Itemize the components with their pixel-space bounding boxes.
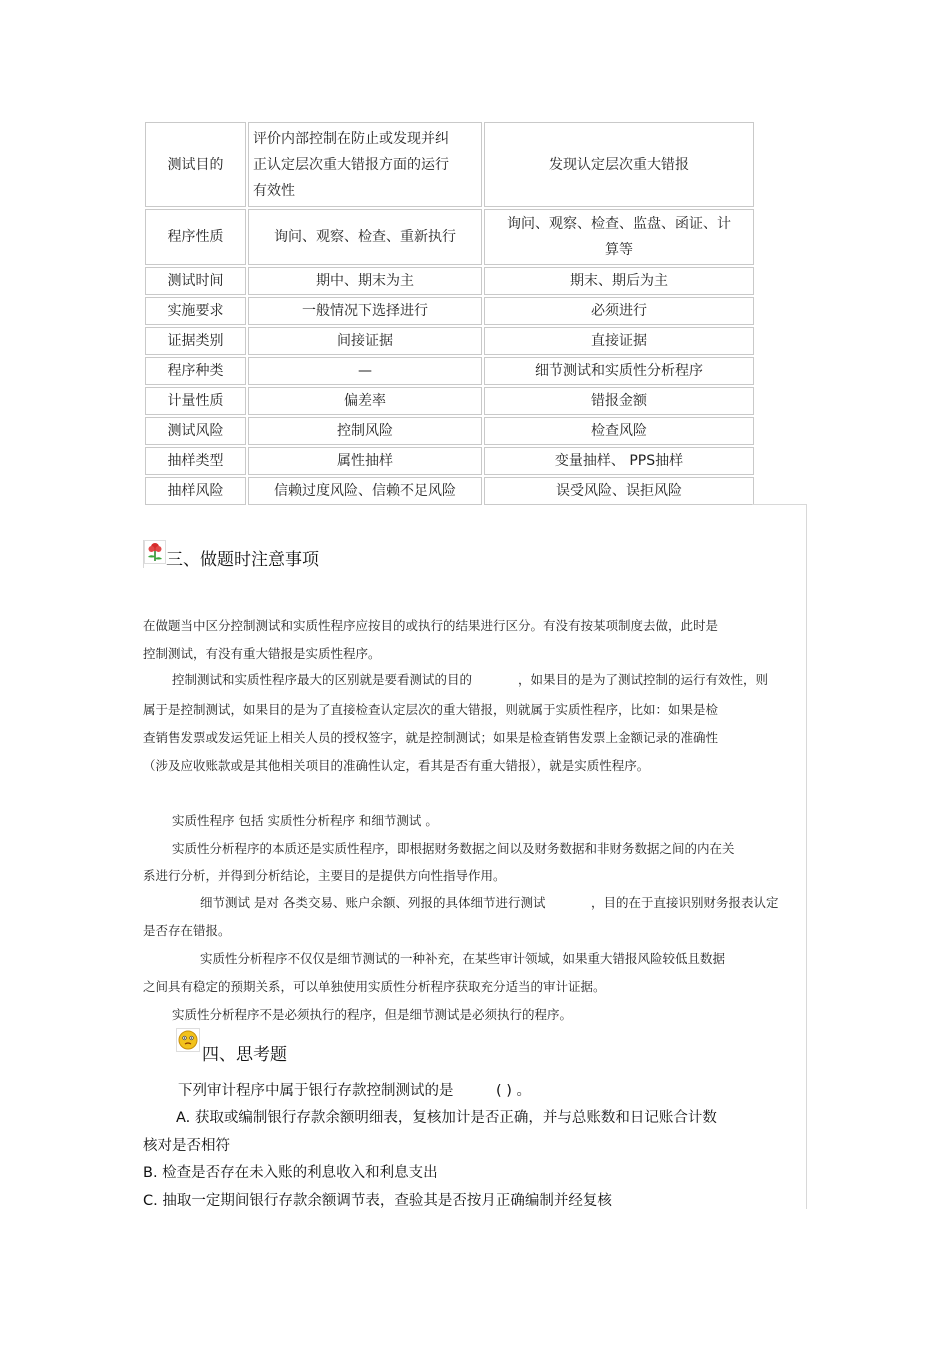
- comparison-table: [143, 120, 756, 507]
- table-row: [145, 327, 754, 355]
- frame-border-top: [752, 504, 806, 505]
- substantive-cell: 期末、期后为主: [484, 267, 754, 295]
- substantive-cell: 错报金额: [484, 387, 754, 415]
- table-row: [145, 477, 754, 505]
- option-a: A. 获取或编制银行存款余额明细表，复核加计是否正确，并与总账数和日记账合计数: [176, 1110, 717, 1126]
- paragraph-line: 属于是控制测试，如果目的是为了直接检查认定层次的重大错报，则就属于实质性程序，比如：如果是检: [143, 702, 719, 717]
- substantive-cell: 细节测试和实质性分析程序: [484, 357, 754, 385]
- table-row: [145, 447, 754, 475]
- question-text: 下列审计程序中属于银行存款控制测试的是: [178, 1083, 454, 1099]
- row-label: 抽样风险: [145, 477, 246, 505]
- paragraph-line: ，目的在于直接识别财务报表认定: [591, 895, 779, 910]
- substantive-cell: 误受风险、误拒风险: [484, 477, 754, 505]
- row-label: 实施要求: [145, 297, 246, 325]
- control-cell: 偏差率: [248, 387, 482, 415]
- control-cell: [248, 122, 482, 207]
- cell-line: 正认定层次重大错报方面的运行: [253, 156, 449, 173]
- control-cell: 期中、期末为主: [248, 267, 482, 295]
- control-cell: —: [248, 357, 482, 385]
- substantive-cell: 发现认定层次重大错报: [484, 122, 754, 207]
- table-row: [145, 209, 754, 265]
- table-row: [145, 387, 754, 415]
- cell-line: 询问、观察、检查、监盘、函证、计: [507, 216, 731, 232]
- substantive-cell: [484, 209, 754, 265]
- control-cell: 属性抽样: [248, 447, 482, 475]
- option-a-continued: 核对是否相符: [143, 1138, 230, 1154]
- row-label: 程序种类: [145, 357, 246, 385]
- substantive-cell: 检查风险: [484, 417, 754, 445]
- paragraph-line: 细节测试 是对 各类交易、账户余额、列报的具体细节进行测试: [200, 895, 546, 910]
- control-cell: 间接证据: [248, 327, 482, 355]
- flower-icon: [144, 540, 166, 568]
- control-cell: 信赖过度风险、信赖不足风险: [248, 477, 482, 505]
- row-label: 程序性质: [145, 209, 246, 265]
- row-label: 测试风险: [145, 417, 246, 445]
- row-label: 测试目的: [145, 122, 246, 207]
- paragraph-line: 控制测试，有没有重大错报是实质性程序。: [143, 646, 381, 661]
- table-row: [145, 417, 754, 445]
- table-row: [145, 267, 754, 295]
- cell-line: 评价内部控制在防止或发现并纠: [253, 130, 449, 147]
- paragraph-line: 在做题当中区分控制测试和实质性程序应按目的或执行的结果进行区分。有没有按某项制度去做，此时是: [143, 618, 719, 633]
- row-label: 测试时间: [145, 267, 246, 295]
- paragraph-line: （涉及应收账款或是其他相关项目的准确性认定，看其是否有重大错报），就是实质性程序。: [143, 758, 650, 773]
- option-c: C. 抽取一定期间银行存款余额调节表，查验其是否按月正确编制并经复核: [143, 1193, 612, 1209]
- paragraph-line: 是否存在错报。: [143, 923, 231, 938]
- paragraph-line: 实质性分析程序不是必须执行的程序，但是细节测试是必须执行的程序。: [172, 1007, 573, 1022]
- row-label: 证据类别: [145, 327, 246, 355]
- substantive-cell: 变量抽样、 PPS抽样: [484, 447, 754, 475]
- paragraph-line: 控制测试和实质性程序最大的区别就是要看测试的目的: [172, 672, 473, 687]
- substantive-cell: 直接证据: [484, 327, 754, 355]
- cell-line: 算等: [605, 242, 633, 258]
- paragraph-line: 之间具有稳定的预期关系，可以单独使用实质性分析程序获取充分适当的审计证据。: [143, 979, 606, 994]
- smiley-icon: [176, 1028, 200, 1056]
- paragraph-line: ，如果目的是为了测试控制的运行有效性，则: [518, 672, 769, 687]
- paragraph-line: 实质性分析程序不仅仅是细节测试的一种补充，在某些审计领域，如果重大错报风险较低且数据: [200, 951, 726, 966]
- row-label: 抽样类型: [145, 447, 246, 475]
- option-b: B. 检查是否存在未入账的利息收入和利息支出: [143, 1165, 438, 1181]
- control-cell: 控制风险: [248, 417, 482, 445]
- substantive-cell: 必须进行: [484, 297, 754, 325]
- cell-line: 有效性: [253, 182, 295, 199]
- paragraph-line: 系进行分析，并得到分析结论，主要目的是提供方向性指导作用。: [143, 868, 506, 883]
- control-cell: 询问、观察、检查、重新执行: [248, 209, 482, 265]
- paragraph-line: 查销售发票或发运凭证上相关人员的授权签字，就是控制测试；如果是检查销售发票上金额记录的准确性: [143, 730, 719, 745]
- paragraph-line: 实质性程序 包括 实质性分析程序 和细节测试 。: [172, 813, 438, 828]
- question-blank: ( ) 。: [496, 1083, 532, 1099]
- paragraph-line: 实质性分析程序的本质还是实质性程序，即根据财务数据之间以及财务数据和非财务数据之间的内在关: [172, 841, 735, 856]
- table-row: [145, 357, 754, 385]
- section-4-heading: 四、思考题: [202, 1045, 287, 1065]
- control-cell: 一般情况下选择进行: [248, 297, 482, 325]
- row-label: 计量性质: [145, 387, 246, 415]
- table-row: [145, 297, 754, 325]
- frame-border-right: [806, 504, 807, 1209]
- section-3-heading: 三、做题时注意事项: [166, 550, 319, 570]
- table-row: [145, 122, 754, 207]
